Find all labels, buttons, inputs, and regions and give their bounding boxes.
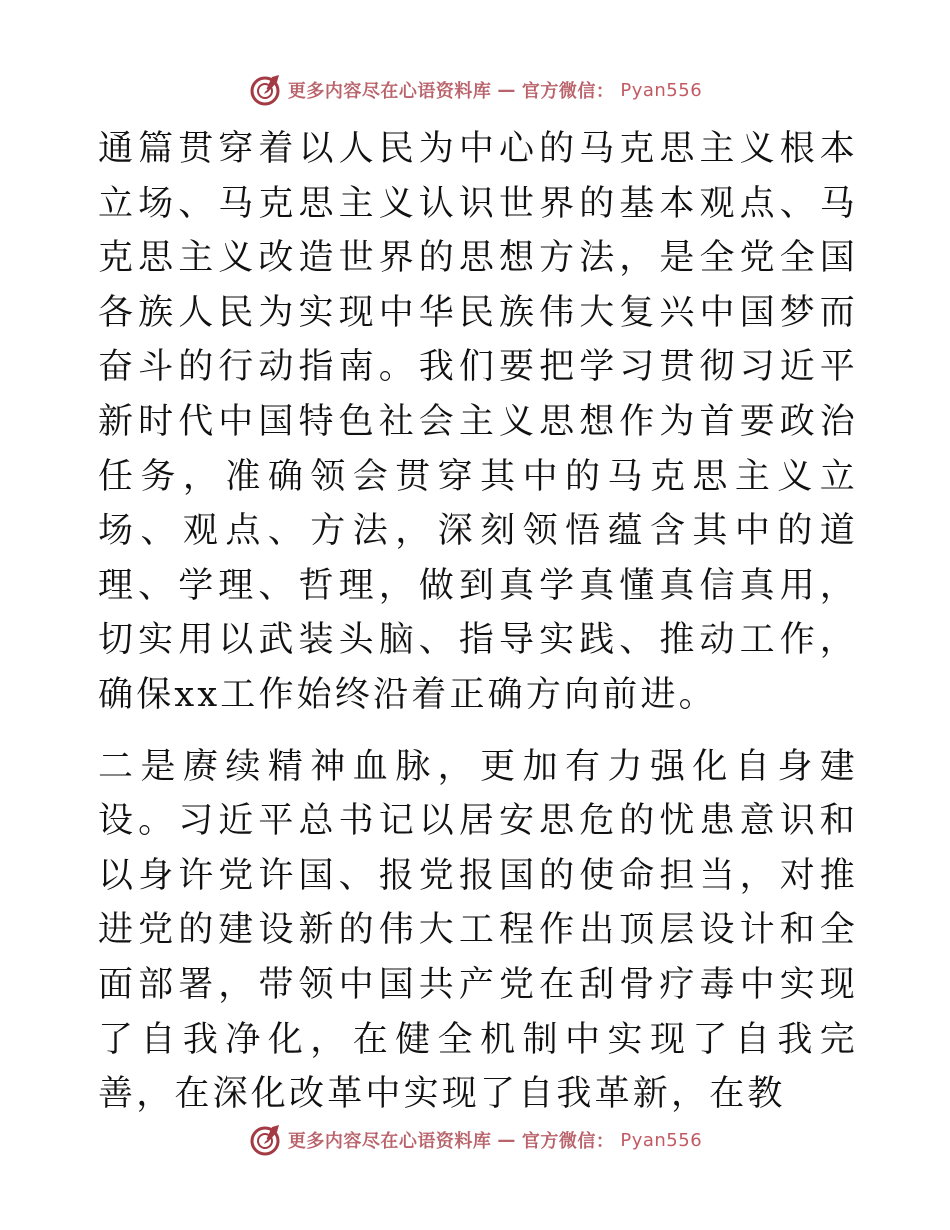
document-body xyxy=(98,122,858,1122)
separator: — xyxy=(497,79,516,101)
site-name: 更多内容尽在心语资料库 xyxy=(287,1131,492,1152)
header-watermark xyxy=(0,70,950,110)
separator: — xyxy=(497,1129,516,1151)
contact-label: 官方微信： xyxy=(521,81,615,102)
footer-watermark xyxy=(0,1120,950,1160)
paragraph: 二是赓续精神血脉，更加有力强化自身建设。习近平总书记以居安思危的忧患意识和以身许党许国、报党报国的使命担当，对推进党的建设新的伟大工程作出顶层设计和全面部署，带领中国共产党在刮骨疗毒中实现了自我净化，在健全机制中实现了自我完善，在深化改革中实现了自我革新，在教 xyxy=(98,746,858,1115)
contact-id: Pyan556 xyxy=(620,1129,703,1151)
paragraph: 通篇贯穿着以人民为中心的马克思主义根本立场、马克思主义认识世界的基本观点、马克思主义改造世界的思想方法，是全党全国各族人民为实现中华民族伟大复兴中国梦而奋斗的行动指南。我们要把学习贯彻习近平新时代中国特色社会主义思想作为首要政治任务，准确领会贯穿其中的马克思主义立场、观点、方法，深刻领悟蕴含其中的道理、学理、哲理，做到真学真懂真信真用，切实用以武装头脑、指导实践、推动工作，确保xx工作始终沿着正确方向前进。 xyxy=(98,129,858,715)
logo-icon xyxy=(248,73,282,107)
site-name: 更多内容尽在心语资料库 xyxy=(287,81,492,102)
contact-id: Pyan556 xyxy=(620,79,703,101)
contact-label: 官方微信： xyxy=(521,1131,615,1152)
logo-icon xyxy=(248,1123,282,1157)
